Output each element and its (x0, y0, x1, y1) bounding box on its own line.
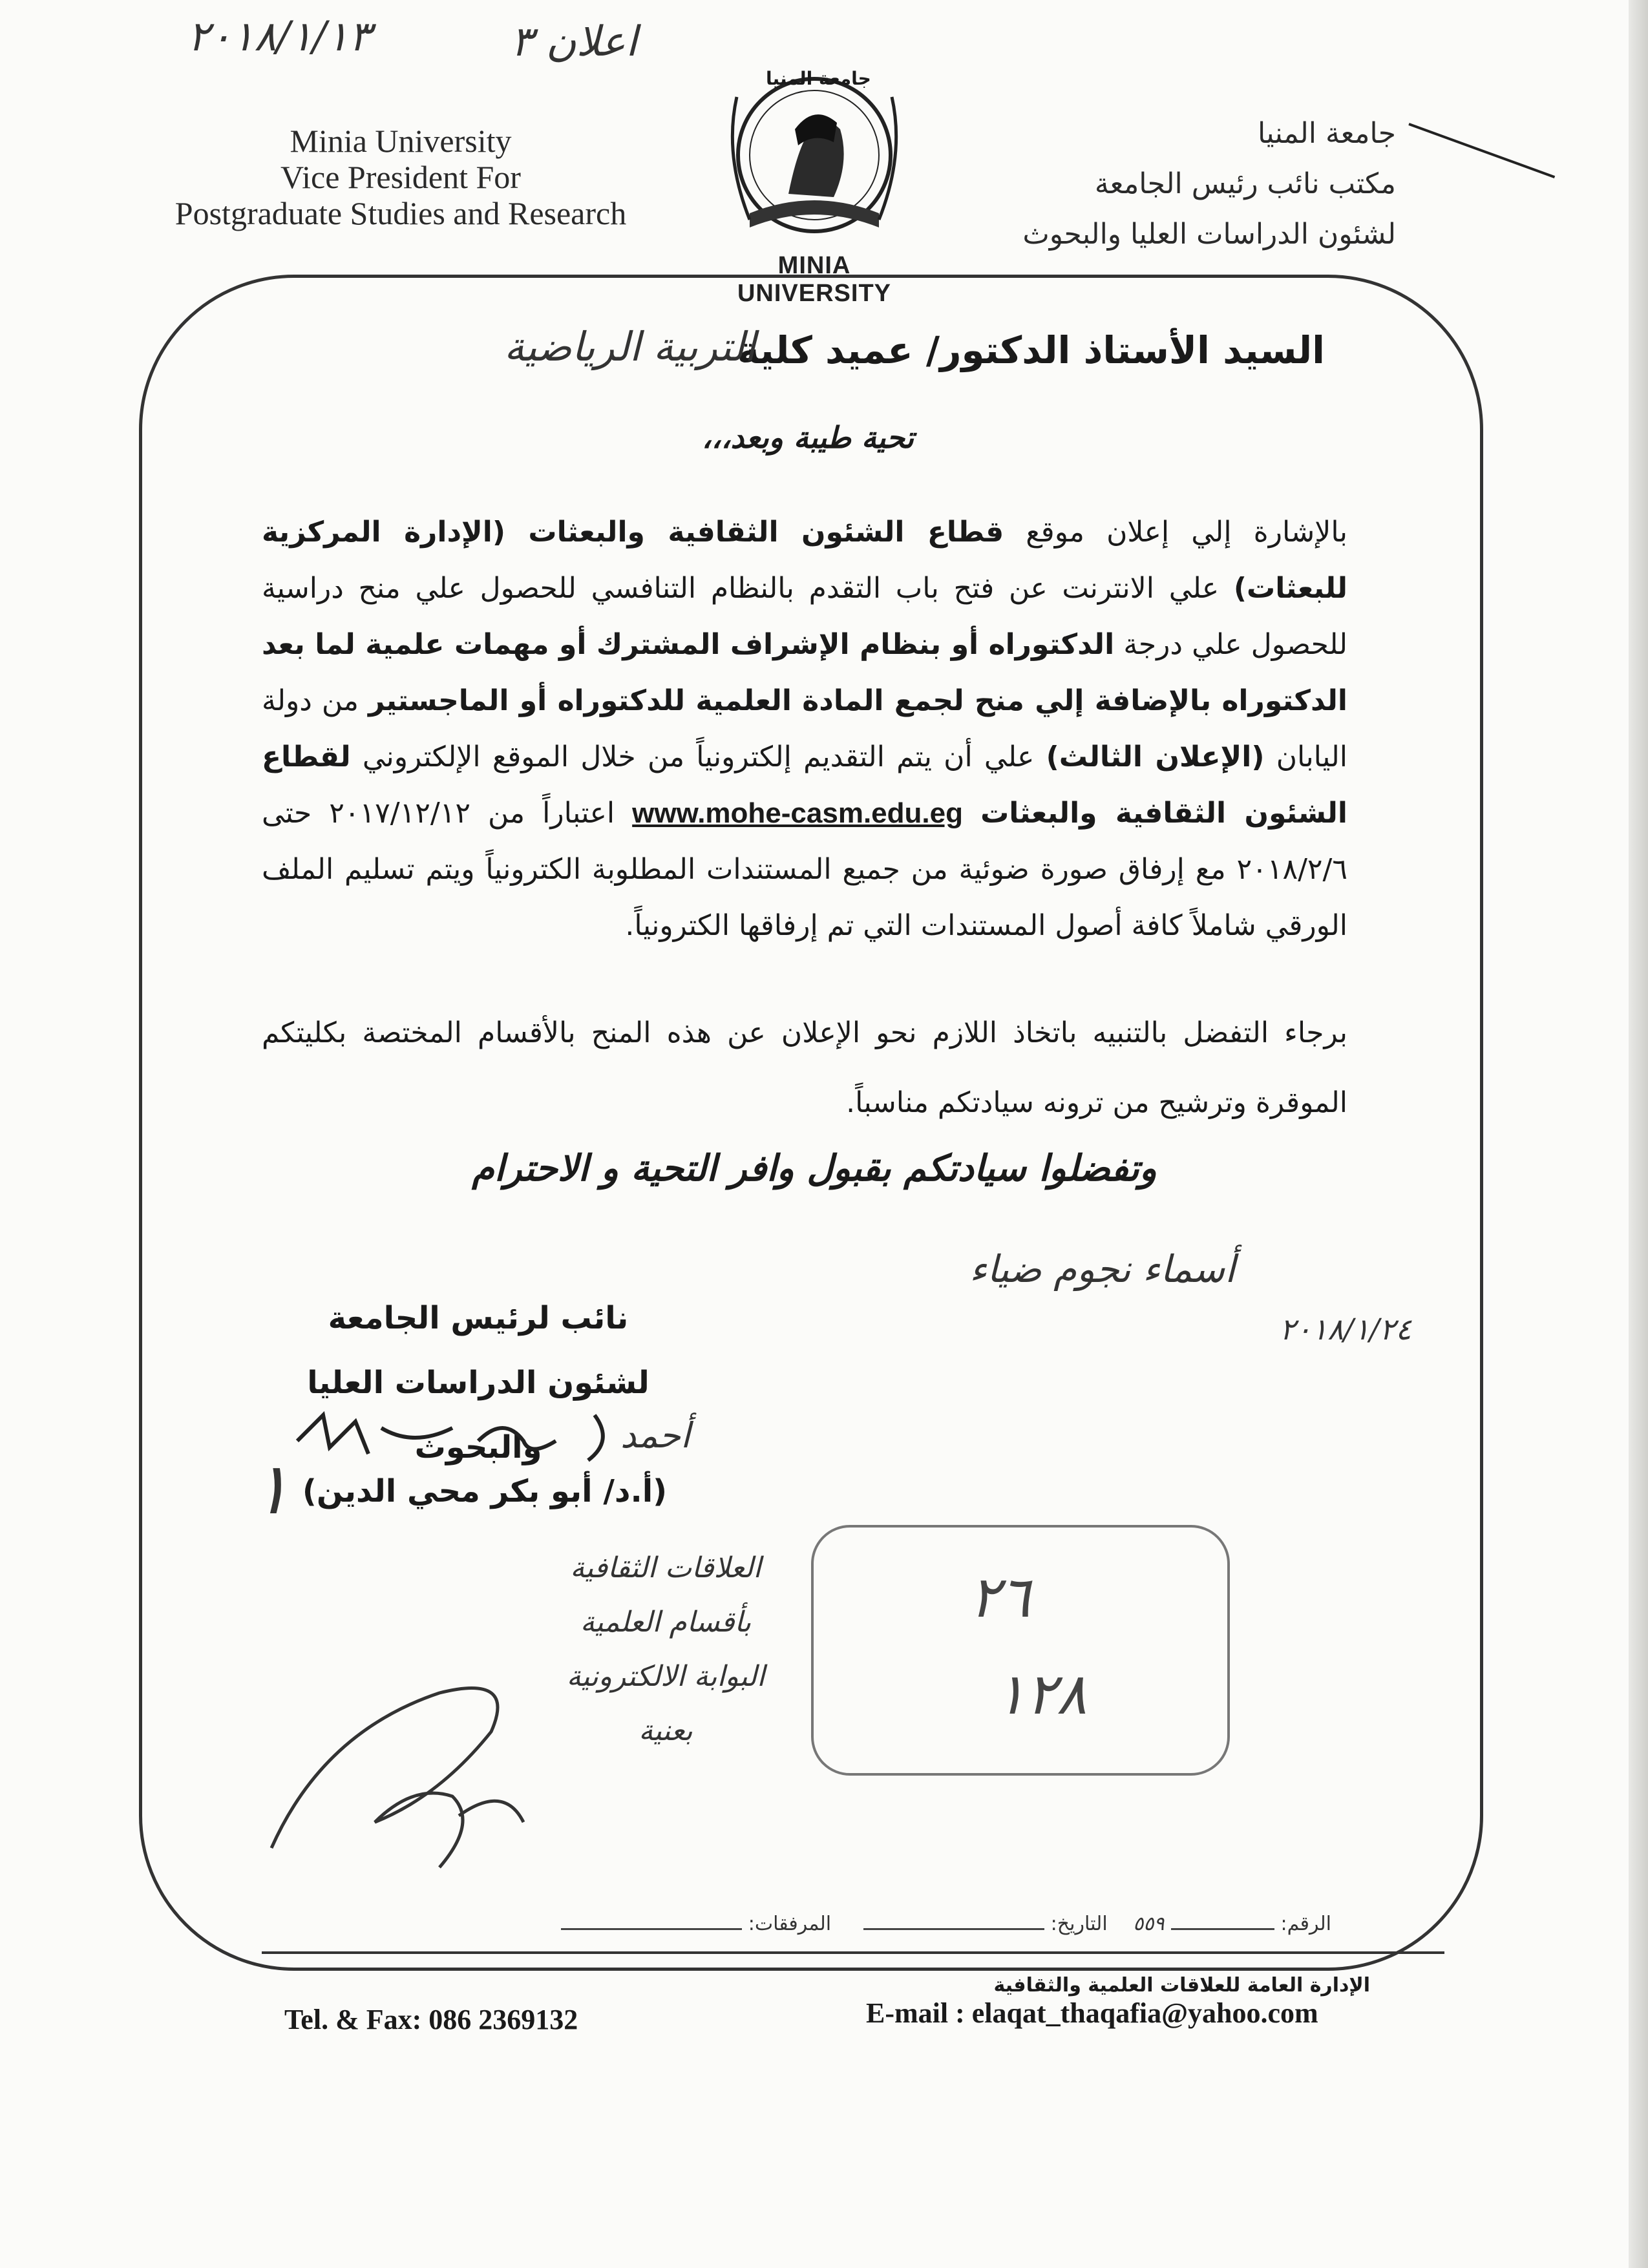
body-bold: الدكتوراه أو بنظام الإشراف المشترك أو مهمات علمية لما بعد الدكتوراه بالإضافة إلي منح لجمع المادة العلمية للدكتوراه أو الماجستير (262, 628, 1347, 717)
body-text: علي أن يتم التقديم إلكترونياً من خلال الموقع الإلكتروني (362, 740, 1035, 773)
signatory-title-line: لشئون الدراسات العليا والبحوث (307, 1365, 650, 1465)
footer-email[interactable]: E-mail : elaqat_thaqafia@yahoo.com (866, 1997, 1318, 2029)
top-note-date: ٢٠١٨/١/١٣ (187, 13, 371, 61)
signatory-title-line: نائب لرئيس الجامعة (328, 1300, 629, 1336)
stamp-number-bottom: ١٢٨ (995, 1661, 1087, 1727)
header-ar-line: مكتب نائب رئيس الجامعة (1094, 167, 1396, 200)
header-en-line: Minia University (290, 123, 512, 159)
reference-line (362, 1913, 1331, 1935)
body-bold: قطاع الشئون الثقافية والبعثات (الإدارة المركزية للبعثات) (262, 516, 1347, 605)
referral-line: بعنية (639, 1714, 693, 1747)
handwritten-initial: ١ (252, 1447, 291, 1530)
request-paragraph: برجاء التفضل بالتنبيه باتخاذ اللازم نحو الإعلان عن هذه المنح بالأقسام المختصة بكليتكم الموقرة وترشيح من ترونه سيادتكم مناسباً. (262, 1016, 1347, 1119)
ref-value: ٥٥٩ (1133, 1913, 1165, 1935)
body-paragraph (262, 504, 1347, 954)
ref-label: الرقم: (1280, 1913, 1331, 1935)
header-english (162, 123, 640, 231)
handwritten-scribble-signature (246, 1654, 582, 1900)
top-note-label: اعلان ٣ (511, 18, 637, 66)
attachments-label: المرفقات: (748, 1913, 832, 1935)
footer-department: الإدارة العامة للعلاقات العلمية والثقافية (993, 1974, 1370, 1997)
signatory-name: (أ.د/ أبو بكر محي الدين) (302, 1473, 668, 1509)
body-bold: لقطاع الشئون الثقافية والبعثات (262, 740, 1347, 830)
scan-edge-shadow (1629, 0, 1648, 2268)
incoming-stamp (811, 1525, 1230, 1776)
body-text: اعتباراً من ٢٠١٧/١٢/١٢ حتى ٢٠١٨/٢/٦ مع إرفاق صورة ضوئية من جميع المستندات المطلوبة الكترونياً ويتم تسليم الملف الورقي شاملاً كافة أصول المستندات التي تم إرفاقها الكترونياً. (262, 797, 1347, 942)
header-ar-line: جامعة المنيا (1257, 117, 1396, 150)
body-text: من دولة اليابان (262, 684, 1347, 773)
header-ar-line: لشئون الدراسات العليا والبحوث (1022, 218, 1396, 251)
body-bold: (الإعلان الثالث) (1046, 740, 1265, 773)
closing-line: وتفضلوا سيادتكم بقبول وافر التحية و الاحترام (472, 1147, 1157, 1190)
stamp-number-top: ٢٦ (969, 1564, 1031, 1630)
addressee-handwritten: التربية الرياضية (504, 323, 756, 370)
footer-divider (262, 1951, 1444, 1954)
logo-arabic-text: جامعة المنيا (766, 68, 871, 89)
header-arabic (1021, 109, 1396, 260)
website-link[interactable]: www.mohe-casm.edu.eg (632, 797, 963, 829)
header-en-line: Vice President For (280, 159, 521, 195)
greeting: تحية طيبة وبعد،،، (702, 420, 914, 455)
handwritten-note-date: ٢٠١٨/١/٢٤ (1280, 1312, 1411, 1347)
referral-line: العلاقات الثقافية (570, 1551, 761, 1584)
header-en-line: Postgraduate Studies and Research (174, 195, 627, 231)
referral-line: بأقسام العلمية (580, 1606, 752, 1639)
scan-pen-mark (1408, 123, 1555, 178)
logo-caption: MINIA UNIVERSITY (711, 252, 918, 308)
body-text: علي الانترنت عن فتح باب التقدم بالنظام التنافسي للحصول علي منح دراسية للحصول علي درجة (262, 572, 1348, 661)
footer-tel-fax: Tel. & Fax: 086 2369132 (284, 2004, 578, 2035)
signature-text: أحمد (620, 1415, 690, 1456)
referral-line: البوابة الالكترونية (566, 1660, 765, 1693)
addressee: السيد الأستاذ الدكتور/ عميد كلية (737, 328, 1325, 372)
body-text: بالإشارة إلي إعلان موقع (1026, 516, 1347, 549)
handwritten-note: أسماء نجوم ضياء (969, 1247, 1236, 1291)
date-label: التاريخ: (1050, 1913, 1108, 1935)
